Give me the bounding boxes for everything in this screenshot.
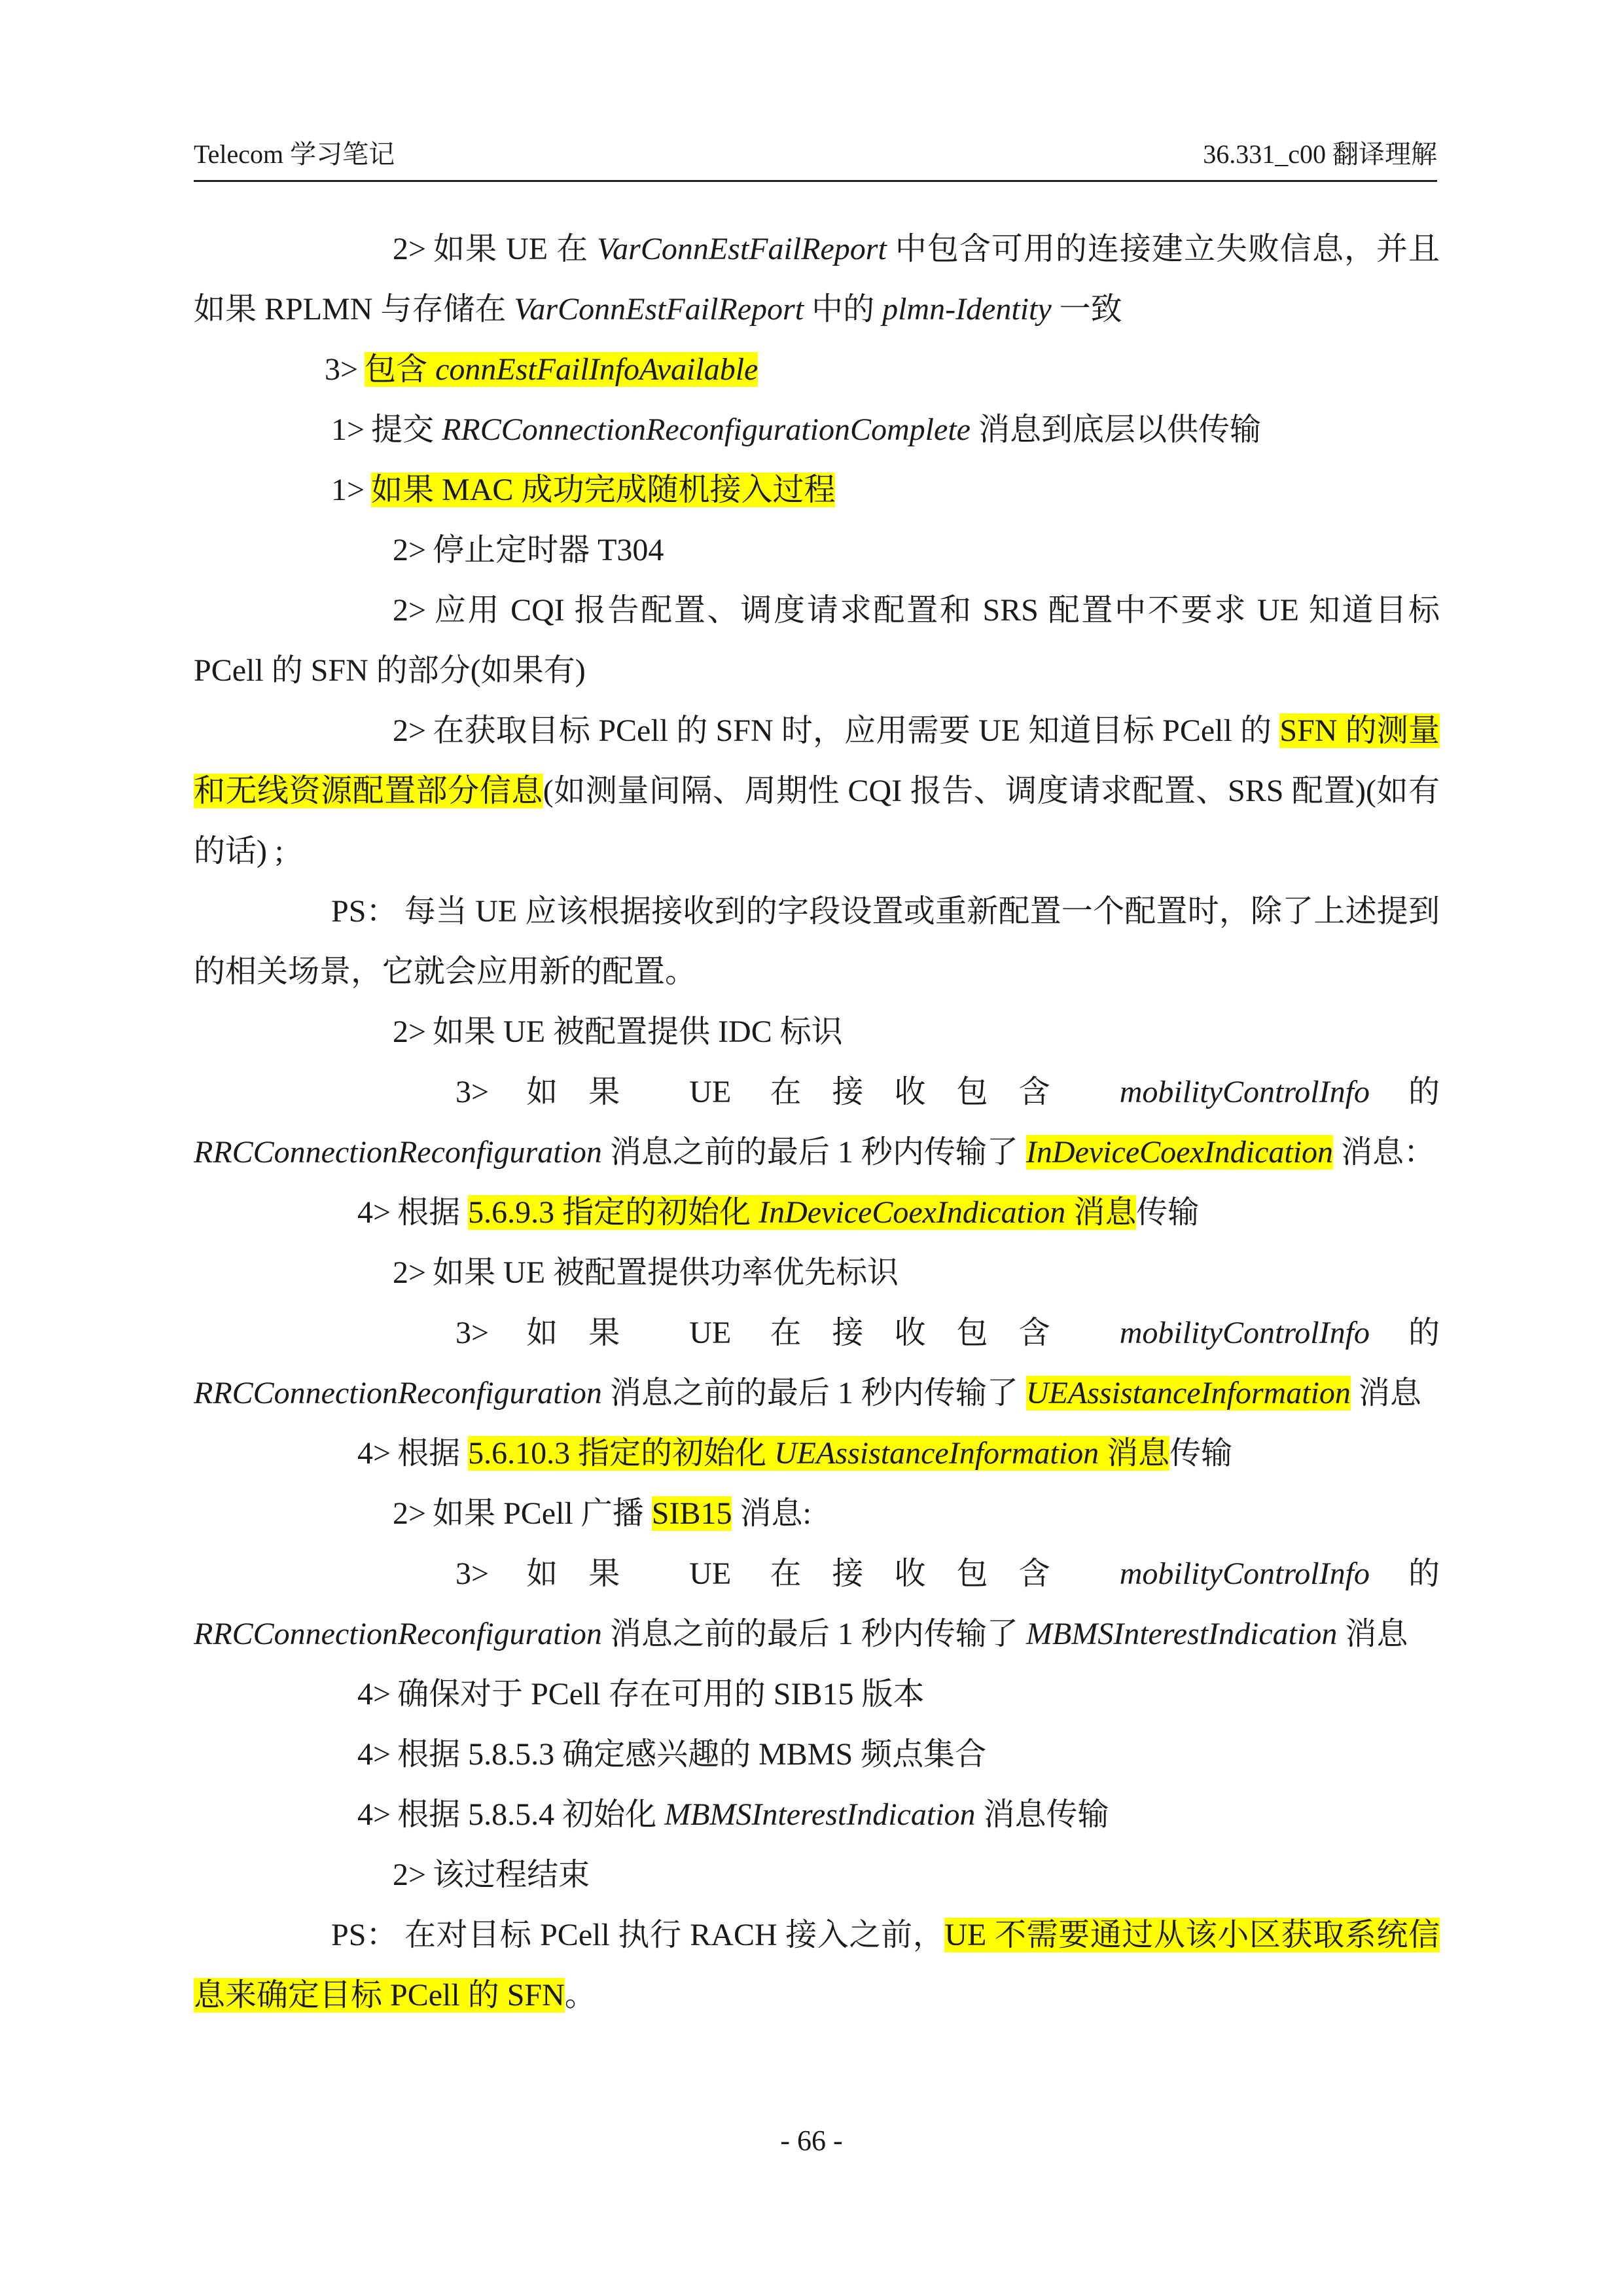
- text-run: 消息之前的最后 1 秒内传输了: [601, 1617, 1026, 1651]
- text-run: 消息:: [732, 1496, 812, 1531]
- header-doc-id: 36.331_c00 翻译理解: [1203, 139, 1437, 169]
- text-run: 传输: [1136, 1195, 1200, 1230]
- paragraph-1: [194, 219, 1440, 340]
- text-run: 消息传输: [975, 1797, 1109, 1832]
- list-marker: 1>: [331, 412, 365, 447]
- paragraph-21: [194, 1905, 1440, 2026]
- highlighted-text: InDeviceCoexIndication: [1026, 1135, 1334, 1170]
- list-marker: 3>: [455, 1075, 490, 1109]
- text-run: VarConnEstFailReport: [597, 232, 887, 266]
- text-run: 该过程结束: [433, 1857, 590, 1892]
- highlighted-text: UEAssistanceInformation: [1026, 1376, 1351, 1410]
- list-marker: PS：: [331, 894, 398, 929]
- paragraph-7: [194, 701, 1440, 882]
- text-run: (如测量间隔、周期性 CQI 报告、调度请求配置、SRS 配置)(如有的话) ;: [194, 774, 1440, 869]
- list-marker: 2>: [393, 1014, 427, 1049]
- text-run: 消息：: [1333, 1135, 1436, 1170]
- text-run: RRCConnectionReconfiguration: [194, 1376, 602, 1410]
- highlighted-text: 消息: [1099, 1436, 1170, 1471]
- text-run: 的: [1369, 1556, 1440, 1591]
- list-marker: 2>: [393, 1857, 427, 1892]
- paragraph-13: [194, 1303, 1440, 1424]
- list-marker: 3>: [325, 352, 359, 387]
- text-run: 中包含可用的连接建立失败信息，并且如果 RPLMN 与存储在: [194, 232, 1440, 327]
- paragraph-16: [194, 1544, 1440, 1664]
- paragraph-5: [194, 520, 1440, 581]
- text-run: 的: [1369, 1075, 1440, 1109]
- text-run: VarConnEstFailReport: [514, 292, 804, 327]
- list-marker: 3>: [455, 1556, 490, 1591]
- highlighted-text: 如果 MAC 成功完成随机接入过程: [371, 473, 836, 507]
- text-run: 根据: [397, 1195, 469, 1230]
- text-run: 如果 PCell 广播: [433, 1496, 652, 1531]
- text-run: 消息之前的最后 1 秒内传输了: [601, 1376, 1026, 1410]
- text-run: 如果 UE 在接收包含: [495, 1075, 1120, 1109]
- text-run: 根据 5.8.5.3 确定感兴趣的 MBMS 频点集合: [397, 1737, 987, 1772]
- text-run: 停止定时器 T304: [433, 533, 664, 567]
- text-run: 一致: [1051, 292, 1122, 327]
- list-marker: 4>: [357, 1737, 391, 1772]
- text-run: 如果 UE 被配置提供 IDC 标识: [433, 1014, 843, 1049]
- list-marker: 2>: [393, 1255, 427, 1290]
- highlighted-text: 消息: [1065, 1195, 1137, 1230]
- highlighted-text: 包含: [365, 352, 436, 387]
- text-run: 消息: [1350, 1376, 1421, 1410]
- text-run: 在对目标 PCell 执行 RACH 接入之前，: [404, 1918, 945, 1952]
- text-run: plmn-Identity: [882, 292, 1052, 327]
- page-header: [194, 134, 1437, 182]
- paragraph-10: [194, 1062, 1440, 1183]
- text-run: 根据 5.8.5.4 初始化: [397, 1797, 665, 1832]
- text-run: RRCConnectionReconfiguration: [194, 1135, 602, 1170]
- paragraph-3: [194, 400, 1440, 460]
- list-marker: PS：: [331, 1918, 398, 1952]
- highlighted-text: SFN 的测量和无线资源配置部分信息: [194, 713, 1440, 808]
- text-run: 在获取目标 PCell 的 SFN 时，应用需要 UE 知道目标 PCell 的: [433, 713, 1280, 748]
- text-run: RRCConnectionReconfiguration: [194, 1617, 602, 1651]
- text-run: 如果 UE 被配置提供功率优先标识: [433, 1255, 899, 1290]
- text-run: 确保对于 PCell 存在可用的 SIB15 版本: [397, 1677, 925, 1712]
- header-title: Telecom 学习笔记: [194, 139, 395, 169]
- text-run: mobilityControlInfo: [1119, 1316, 1370, 1350]
- paragraph-17: [194, 1664, 1440, 1725]
- text-run: 。: [564, 1978, 596, 2013]
- list-marker: 4>: [357, 1195, 391, 1230]
- text-run: 如果 UE 在接收包含: [495, 1556, 1120, 1591]
- page-number: - 66 -: [780, 2125, 843, 2157]
- text-run: 如果 UE 在接收包含: [495, 1316, 1120, 1350]
- text-run: RRCConnectionReconfigurationComplete: [442, 412, 971, 447]
- text-run: 消息: [1337, 1617, 1408, 1651]
- text-run: mobilityControlInfo: [1119, 1556, 1370, 1591]
- list-marker: 4>: [357, 1436, 391, 1471]
- text-run: 消息之前的最后 1 秒内传输了: [601, 1135, 1026, 1170]
- paragraph-2: [194, 340, 1440, 400]
- paragraph-15: [194, 1484, 1440, 1544]
- text-run: 传输: [1169, 1436, 1233, 1471]
- highlighted-text: InDeviceCoexIndication: [758, 1195, 1066, 1230]
- highlighted-text: UEAssistanceInformation: [774, 1436, 1099, 1471]
- list-marker: 2>: [393, 232, 427, 266]
- text-run: mobilityControlInfo: [1119, 1075, 1370, 1109]
- paragraph-8: [194, 882, 1440, 1002]
- highlighted-text: connEstFailInfoAvailable: [435, 352, 758, 387]
- paragraph-9: [194, 1002, 1440, 1062]
- page-body: [194, 219, 1440, 2026]
- paragraph-14: [194, 1424, 1440, 1484]
- list-marker: 2>: [393, 533, 427, 567]
- paragraph-4: [194, 460, 1440, 520]
- highlighted-text: 5.6.10.3 指定的初始化: [468, 1436, 775, 1471]
- highlighted-text: UE 不需要通过从该小区获取系统信息来确定目标 PCell 的 SFN: [194, 1918, 1440, 2013]
- paragraph-11: [194, 1183, 1440, 1243]
- text-run: 消息到底层以供传输: [970, 412, 1261, 447]
- paragraph-19: [194, 1785, 1440, 1845]
- paragraph-18: [194, 1725, 1440, 1785]
- list-marker: 3>: [455, 1316, 490, 1350]
- text-run: 中的: [804, 292, 883, 327]
- list-marker: 4>: [357, 1677, 391, 1712]
- list-marker: 1>: [331, 473, 365, 507]
- text-run: MBMSInterestIndication: [664, 1797, 976, 1832]
- list-marker: 2>: [393, 593, 427, 628]
- highlighted-text: SIB15: [651, 1496, 732, 1531]
- text-run: 的: [1369, 1316, 1440, 1350]
- text-run: 如果 UE 在: [433, 232, 597, 266]
- list-marker: 2>: [393, 1496, 427, 1531]
- list-marker: 4>: [357, 1797, 391, 1832]
- list-marker: 2>: [393, 713, 427, 748]
- paragraph-20: [194, 1845, 1440, 1905]
- text-run: MBMSInterestIndication: [1026, 1617, 1338, 1651]
- paragraph-6: [194, 581, 1440, 701]
- text-run: 提交: [371, 412, 442, 447]
- text-run: 应用 CQI 报告配置、调度请求配置和 SRS 配置中不要求 UE 知道目标 PCell 的 SFN 的部分(如果有): [194, 593, 1440, 688]
- paragraph-12: [194, 1243, 1440, 1303]
- text-run: 根据: [397, 1436, 469, 1471]
- text-run: 每当 UE 应该根据接收到的字段设置或重新配置一个配置时，除了上述提到的相关场景，它就会应用新的配置。: [194, 894, 1440, 989]
- highlighted-text: 5.6.9.3 指定的初始化: [468, 1195, 759, 1230]
